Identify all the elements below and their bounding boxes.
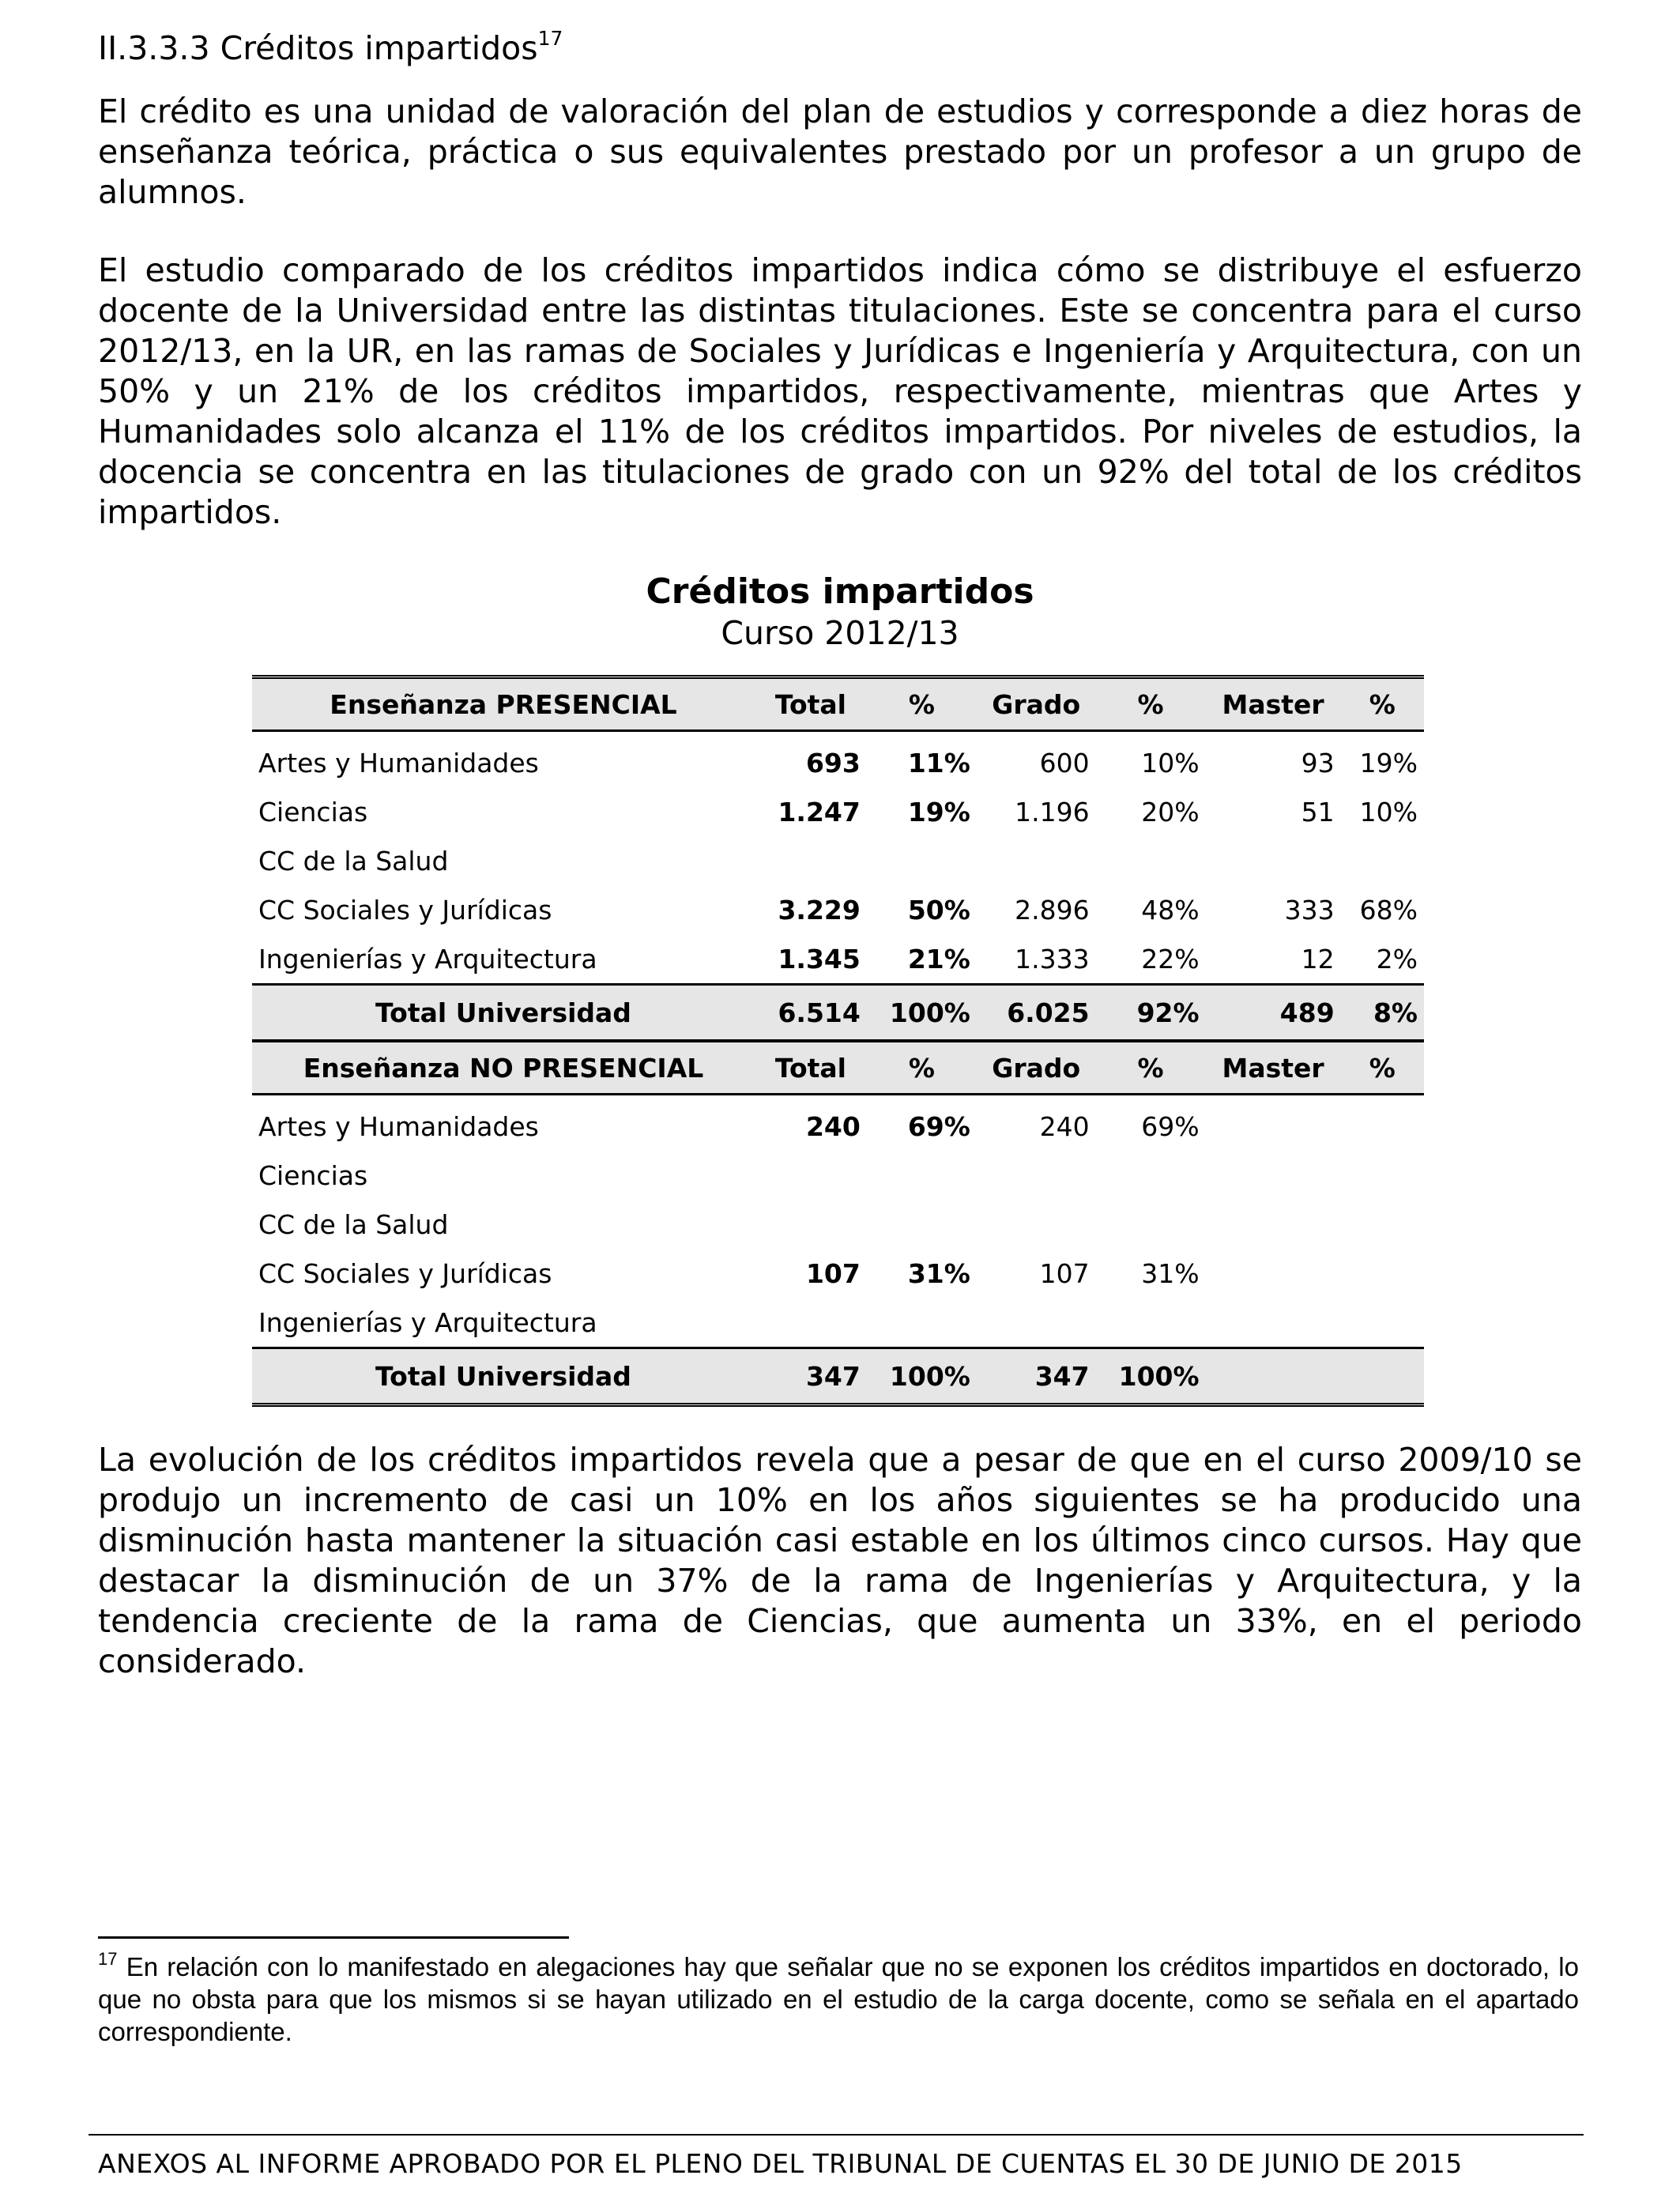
master-cell — [1206, 1151, 1341, 1200]
footer-separator — [89, 2134, 1584, 2136]
master-cell — [1206, 1298, 1341, 1348]
header-cell: Master — [1206, 1041, 1341, 1095]
grado-pct-cell: 22% — [1141, 943, 1200, 974]
master-cell — [1206, 1249, 1341, 1298]
master-pct-cell: 10% — [1359, 796, 1418, 827]
total-cell — [755, 1151, 867, 1200]
master-pct-cell — [1341, 1095, 1424, 1152]
total-pct-cell — [867, 1151, 977, 1200]
grado-cell — [977, 1200, 1096, 1249]
grado-pct-cell: 10% — [1141, 747, 1200, 778]
total-pct-cell: 21% — [907, 943, 970, 974]
grado-cell: 107 — [1039, 1257, 1090, 1289]
total-label-cell: Total Universidad — [252, 985, 755, 1042]
page-content — [98, 24, 1582, 1682]
category-cell: Artes y Humanidades — [258, 747, 539, 778]
total-pct-cell — [867, 836, 977, 885]
credits-table — [252, 675, 1424, 1407]
footnote-separator — [98, 1936, 569, 1939]
total-cell: 347 — [755, 1348, 867, 1405]
grado-cell — [977, 836, 1096, 885]
master-pct-cell: 2% — [1376, 943, 1418, 974]
total-pct-cell — [867, 1298, 977, 1348]
footnote-reference: 17 — [537, 27, 563, 50]
total-pct-cell: 19% — [907, 796, 970, 827]
table-row — [252, 1298, 1424, 1348]
table-row — [252, 1200, 1424, 1249]
grado-cell: 347 — [977, 1348, 1096, 1405]
master-cell: 333 — [1284, 894, 1335, 925]
header-cell: Enseñanza NO PRESENCIAL — [252, 1041, 755, 1095]
grado-cell: 600 — [1039, 747, 1090, 778]
master-pct-cell — [1341, 1348, 1424, 1405]
header-cell: % — [1096, 677, 1206, 731]
total-cell — [755, 1200, 867, 1249]
presencial-total-row — [252, 985, 1424, 1042]
grado-pct-cell — [1096, 1200, 1206, 1249]
master-pct-cell: 8% — [1341, 985, 1424, 1042]
master-pct-cell — [1341, 1151, 1424, 1200]
table-row — [252, 1095, 1424, 1152]
footnote-text: En relación con lo manifestado en alegaciones hay que señalar que no se exponen los créditos impartidos en doctorado, lo que no obsta para que los mismos si se hayan utilizado en el estudio de la carga docente, como se señala en el apartado correspondiente. — [98, 1952, 1579, 2046]
header-cell: Grado — [977, 677, 1096, 731]
category-cell: Artes y Humanidades — [258, 1110, 539, 1142]
grado-pct-cell: 92% — [1096, 985, 1206, 1042]
table-row — [252, 1249, 1424, 1298]
total-pct-cell — [867, 1200, 977, 1249]
no-presencial-header-row — [252, 1041, 1424, 1095]
category-cell: CC de la Salud — [258, 845, 449, 876]
table-row — [252, 731, 1424, 788]
total-cell: 3.229 — [778, 894, 861, 925]
grado-pct-cell: 48% — [1141, 894, 1200, 925]
grado-cell — [977, 1151, 1096, 1200]
grado-pct-cell — [1096, 1151, 1206, 1200]
no-presencial-total-row — [252, 1348, 1424, 1405]
category-cell: Ciencias — [258, 796, 368, 827]
grado-pct-cell — [1096, 836, 1206, 885]
paragraph-comparison: El estudio comparado de los créditos impartidos indica cómo se distribuye el esfuerzo docente de la Universidad entre las distintas titulaciones. Este se concentra para el curso 2012/13, en la UR, en las ramas de Sociales y Jurídicas e Ingeniería y Arquitectura, con un 50% y un 21% de los créditos impartidos, respectivamente, mientras que Artes y Humanidades solo alcanza el 11% de los créditos impartidos. Por niveles de estudios, la docencia se concentra en las titulaciones de grado con un 92% del total de los créditos impartidos. — [98, 251, 1582, 531]
master-cell: 489 — [1206, 985, 1341, 1042]
presencial-section — [252, 677, 1424, 1042]
category-cell: CC Sociales y Jurídicas — [258, 894, 552, 925]
table-subtitle: Curso 2012/13 — [721, 614, 959, 652]
total-cell: 240 — [805, 1110, 861, 1142]
grado-cell: 1.196 — [1015, 796, 1090, 827]
table-title: Créditos impartidos — [646, 571, 1034, 612]
table-row — [252, 1151, 1424, 1200]
table-row — [252, 885, 1424, 934]
page-footer: ANEXOS AL INFORME APROBADO POR EL PLENO DEL TRIBUNAL DE CUENTAS EL 30 DE JUNIO DE 2015 — [98, 2148, 1463, 2179]
grado-cell: 240 — [1039, 1110, 1090, 1142]
master-cell — [1206, 1348, 1341, 1405]
category-cell: CC Sociales y Jurídicas — [258, 1257, 552, 1289]
master-cell: 51 — [1301, 796, 1335, 827]
master-pct-cell — [1341, 1298, 1424, 1348]
footnote — [98, 1951, 1579, 2048]
paragraph-evolution: La evolución de los créditos impartidos revela que a pesar de que en el curso 2009/10 se produjo un incremento de casi un 10% en los años siguientes se ha producido una disminución hasta mantener la situación casi estable en los últimos cinco cursos. Hay que destacar la disminución de un 37% de la rama de Ingenierías y Arquitectura, y la tendencia creciente de la rama de Ciencias, que aumenta un 33%, en el periodo considerado. — [98, 1441, 1582, 1680]
total-cell: 107 — [805, 1257, 861, 1289]
header-cell: % — [867, 677, 977, 731]
grado-cell — [977, 1298, 1096, 1348]
header-cell: Enseñanza PRESENCIAL — [252, 677, 755, 731]
grado-pct-cell: 31% — [1141, 1257, 1200, 1289]
grado-cell: 1.333 — [1015, 943, 1090, 974]
paragraph-definition: El crédito es una unidad de valoración del plan de estudios y corresponde a diez horas de enseñanza teórica, práctica o sus equivalentes prestado por un profesor a un grupo de alumnos. — [98, 92, 1582, 211]
grado-cell: 6.025 — [977, 985, 1096, 1042]
header-cell: Master — [1206, 677, 1341, 731]
total-cell — [755, 836, 867, 885]
master-pct-cell — [1341, 1249, 1424, 1298]
master-cell — [1206, 836, 1341, 885]
no-presencial-section — [252, 1041, 1424, 1405]
presencial-header-row — [252, 677, 1424, 731]
master-cell: 12 — [1301, 943, 1335, 974]
total-cell: 1.345 — [778, 943, 861, 974]
grado-cell: 2.896 — [1015, 894, 1090, 925]
header-cell: Total — [755, 1041, 867, 1095]
header-cell: % — [867, 1041, 977, 1095]
master-cell — [1206, 1200, 1341, 1249]
total-label-cell: Total Universidad — [252, 1348, 755, 1405]
header-cell: % — [1341, 677, 1424, 731]
total-cell: 1.247 — [778, 796, 861, 827]
grado-pct-cell: 100% — [1096, 1348, 1206, 1405]
total-cell — [755, 1298, 867, 1348]
table-row — [252, 787, 1424, 836]
header-cell: Grado — [977, 1041, 1096, 1095]
master-pct-cell — [1341, 836, 1424, 885]
category-cell: Ingenierías y Arquitectura — [258, 1306, 597, 1338]
total-pct-cell: 69% — [907, 1110, 970, 1142]
total-pct-cell: 50% — [907, 894, 970, 925]
total-pct-cell: 31% — [907, 1257, 970, 1289]
grado-pct-cell — [1096, 1298, 1206, 1348]
header-cell: % — [1096, 1041, 1206, 1095]
table-row — [252, 934, 1424, 985]
section-heading-text: II.3.3.3 Créditos impartidos — [98, 29, 538, 67]
total-cell: 693 — [805, 747, 861, 778]
category-cell: CC de la Salud — [258, 1208, 449, 1240]
master-cell — [1206, 1095, 1341, 1152]
section-heading — [98, 24, 1582, 73]
master-pct-cell: 68% — [1359, 894, 1418, 925]
category-cell: Ciencias — [258, 1159, 368, 1191]
header-cell: Total — [755, 677, 867, 731]
master-pct-cell: 19% — [1359, 747, 1418, 778]
master-cell: 93 — [1301, 747, 1335, 778]
total-pct-cell: 100% — [867, 985, 977, 1042]
total-pct-cell: 100% — [867, 1348, 977, 1405]
total-cell: 6.514 — [755, 985, 867, 1042]
master-pct-cell — [1341, 1200, 1424, 1249]
table-row — [252, 836, 1424, 885]
total-pct-cell: 11% — [907, 747, 970, 778]
category-cell: Ingenierías y Arquitectura — [258, 943, 597, 974]
header-cell: % — [1341, 1041, 1424, 1095]
grado-pct-cell: 20% — [1141, 796, 1200, 827]
footnote-number: 17 — [98, 1949, 118, 1969]
grado-pct-cell: 69% — [1141, 1110, 1200, 1142]
